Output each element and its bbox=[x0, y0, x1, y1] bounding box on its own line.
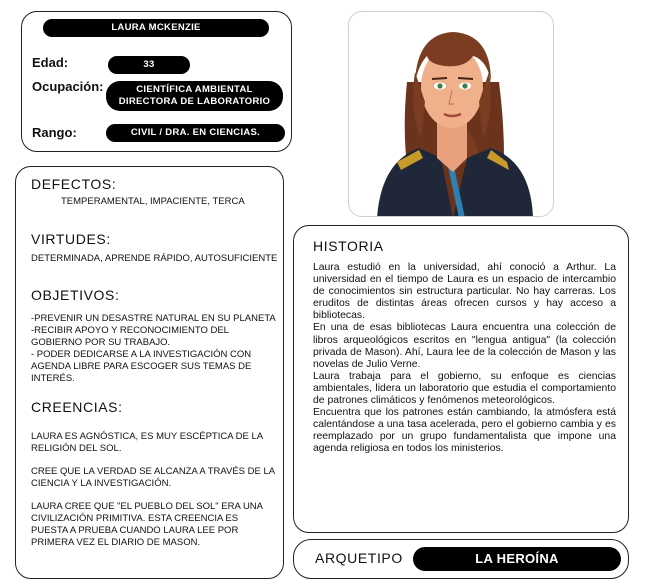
rank-label: Rango: bbox=[32, 125, 77, 140]
belief-2 bbox=[31, 466, 275, 490]
history-paragraph: En una de esas bibliotecas Laura encuentra una colección de libros arqueológicos escritos en "lengua antigua" (la colección privada de Mason). Ahí, Laura lee de la colección de Mason y las novelas de Julio Verne. bbox=[313, 322, 616, 370]
objectives-title: OBJETIVOS: bbox=[31, 287, 120, 303]
history-title: HISTORIA bbox=[313, 238, 384, 254]
belief-line: PUESTA A PRUEBA CUANDO LAURA LEE POR bbox=[31, 525, 239, 536]
objective-line: GOBIERNO POR SU TRABAJO. bbox=[31, 337, 171, 348]
history-paragraph: Laura estudió en la universidad, ahí conoció a Arthur. La universidad en el tiempo de Laura es un espacio de intercambio de conocimientos sin estructura particular. No hay carreras. Los eruditos de distintas áreas ofrecen cursos y hay acceso a bibliotecas. bbox=[313, 262, 616, 322]
history-body bbox=[313, 262, 616, 456]
occupation-line-2: DIRECTORA DE LABORATORIO bbox=[118, 96, 271, 107]
belief-line: CIVILIZACIÓN PRIMITIVA. ESTA CREENCIA ES bbox=[31, 513, 239, 524]
character-portrait bbox=[349, 12, 554, 217]
belief-line: PRIMERA VEZ EL DIARIO DE MASON. bbox=[31, 537, 201, 548]
history-paragraph: Encuentra que los patrones están cambiando, la atmósfera está calentándose a una tasa acelerada, pero el gobierno cambia y es reemplazado por un grupo fundamentalista que impone una agenda religiosa en todos los ministerios. bbox=[313, 407, 616, 455]
virtues-title: VIRTUDES: bbox=[31, 231, 111, 247]
objective-line: -PREVENIR UN DESASTRE NATURAL EN SU PLANETA bbox=[31, 313, 276, 324]
age-label: Edad: bbox=[32, 55, 69, 70]
objective-line: -RECIBIR APOYO Y RECONOCIMIENTO DEL bbox=[31, 325, 229, 336]
objective-line: INTERÉS. bbox=[31, 373, 75, 384]
belief-line: LAURA ES AGNÓSTICA, ES MUY ESCÉPTICA DE LA bbox=[31, 431, 264, 442]
belief-1 bbox=[31, 431, 263, 455]
character-name: LAURA MCKENZIE bbox=[43, 19, 269, 37]
virtues-text: DETERMINADA, APRENDE RÁPIDO, AUTOSUFICIENTE bbox=[31, 253, 278, 264]
objective-line: - PODER DEDICARSE A LA INVESTIGACIÓN CON bbox=[31, 349, 252, 360]
objective-line: AGENDA LIBRE PARA ESCOGER SUS TEMAS DE bbox=[31, 361, 252, 372]
occupation-value bbox=[106, 81, 283, 111]
defects-title: DEFECTOS: bbox=[31, 176, 117, 192]
occupation-label: Ocupación: bbox=[32, 79, 104, 94]
belief-3 bbox=[31, 501, 263, 549]
occupation-line-1: CIENTÍFICA AMBIENTAL bbox=[136, 84, 253, 95]
portrait-card bbox=[348, 11, 554, 217]
archetype-label: ARQUETIPO bbox=[315, 550, 403, 566]
age-value: 33 bbox=[108, 56, 190, 74]
rank-value: CIVIL / DRA. EN CIENCIAS. bbox=[106, 124, 285, 142]
beliefs-title: CREENCIAS: bbox=[31, 399, 123, 415]
archetype-value: LA HEROÍNA bbox=[413, 547, 621, 571]
belief-line: RELIGIÓN DEL SOL. bbox=[31, 443, 122, 454]
history-paragraph: Laura trabaja para el gobierno, su enfoque es ciencias ambientales, lidera un laboratorio que estudia el comportamiento de patrones climáticos y fenómenos meteorológicos. bbox=[313, 370, 616, 407]
belief-line: CREE QUE LA VERDAD SE ALCANZA A TRAVÉS DE LA bbox=[31, 466, 276, 477]
defects-text: TEMPERAMENTAL, IMPACIENTE, TERCA bbox=[61, 196, 245, 207]
objectives-list bbox=[31, 313, 276, 385]
belief-line: CIENCIA Y LA INVESTIGACIÓN. bbox=[31, 478, 172, 489]
belief-line: LAURA CREE QUE "EL PUEBLO DEL SOL" ERA UNA bbox=[31, 501, 264, 512]
